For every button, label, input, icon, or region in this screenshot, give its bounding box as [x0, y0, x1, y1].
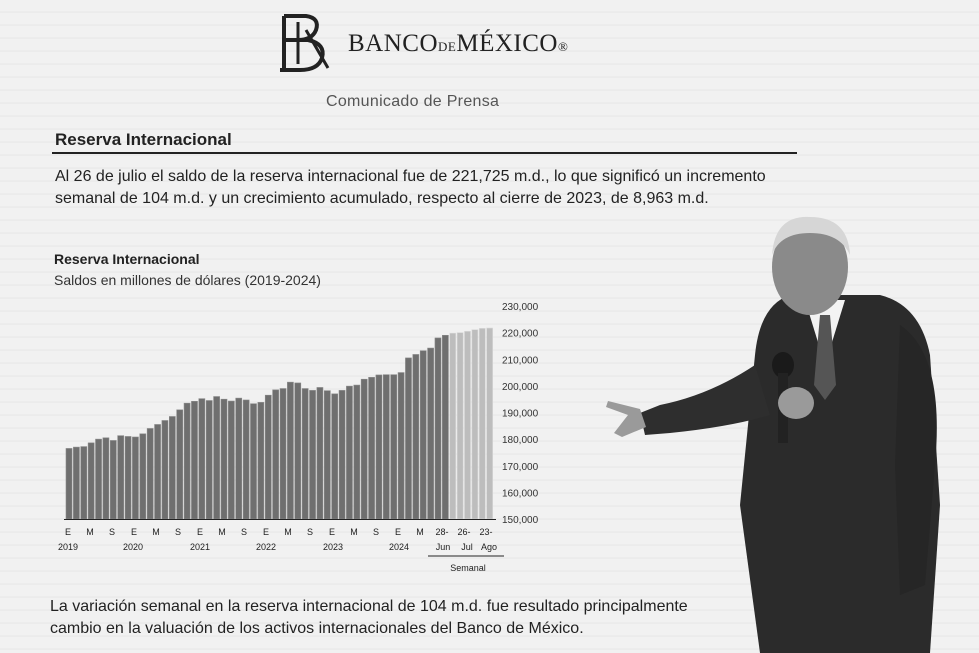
title-divider: [52, 152, 797, 154]
chart-bar: [199, 399, 205, 519]
weekly-label: Semanal: [450, 563, 486, 573]
chart-bar: [420, 351, 426, 519]
chart-bar: [280, 389, 286, 519]
intro-paragraph: [55, 166, 815, 210]
chart-bar: [354, 385, 360, 519]
chart-bar: [287, 382, 293, 519]
chart-bar: [132, 437, 138, 519]
chart-bar: [369, 377, 375, 519]
intro-line-1: Al 26 de julio el saldo de la reserva internacional fue de 221,725 m.d., lo que significó un incremento: [55, 168, 766, 185]
x-tick-label: E: [130, 527, 138, 537]
chart-bar: [250, 404, 256, 519]
chart-bar: [214, 397, 220, 519]
logo-word-mexico: MÉXICO: [456, 30, 558, 57]
chart-bar: [346, 386, 352, 519]
intro-line-2: semanal de 104 m.d. y un crecimiento acumulado, respecto al cierre de 2023, de 8,963 m.d.: [55, 190, 709, 207]
x-period-label: 2023: [322, 542, 344, 552]
y-tick-label: 190,000: [502, 408, 539, 420]
press-release-label: Comunicado de Prensa: [326, 93, 500, 110]
chart-bar: [140, 434, 146, 519]
x-tick-label: M: [350, 527, 358, 537]
registered-mark: ®: [557, 39, 569, 54]
chart-bar: [177, 410, 183, 519]
chart-bar: [413, 354, 419, 519]
chart-bar: [324, 391, 330, 519]
chart-bar: [162, 420, 168, 519]
x-tick-label: 28-: [435, 527, 449, 537]
presenter-hand: [778, 387, 814, 419]
chart-bar: [243, 400, 249, 519]
chart-bar: [391, 375, 397, 519]
chart-bar: [88, 443, 94, 519]
x-tick-label: M: [218, 527, 226, 537]
chart-bar: [265, 395, 271, 519]
x-tick-label: 23-: [479, 527, 493, 537]
x-tick-label: E: [196, 527, 204, 537]
chart-bar: [295, 383, 301, 519]
chart-bar: [169, 416, 175, 519]
chart-bar: [81, 447, 87, 519]
chart-bar: [110, 440, 116, 519]
x-tick-label: S: [372, 527, 380, 537]
chart-bar: [450, 333, 456, 519]
banxico-logo: [276, 12, 569, 76]
chart-subtitle: Saldos en millones de dólares (2019-2024): [54, 272, 321, 288]
logo-wordmark: [348, 30, 568, 58]
closing-line-1: La variación semanal en la reserva internacional de 104 m.d. fue resultado principalmente: [50, 598, 688, 615]
y-tick-label: 180,000: [502, 435, 539, 447]
chart-bar: [479, 328, 485, 519]
chart-bar: [236, 398, 242, 519]
chart-bar: [464, 331, 470, 519]
chart-bar: [103, 438, 109, 519]
chart-bar: [155, 424, 161, 519]
chart-bar: [191, 401, 197, 519]
chart-bar: [118, 436, 124, 519]
closing-line-2: cambio en la valuación de los activos internacionales del Banco de México.: [50, 620, 584, 637]
chart-bar: [361, 379, 367, 519]
x-tick-label: M: [284, 527, 292, 537]
chart-bar: [405, 358, 411, 519]
x-period-label: Jun: [435, 542, 451, 552]
chart-bar: [435, 338, 441, 519]
chart-bar: [339, 390, 345, 519]
chart-bar: [442, 335, 448, 519]
presenter-suit: [640, 295, 940, 653]
logo-word-banco: BANCO: [348, 30, 439, 57]
x-tick-label: M: [152, 527, 160, 537]
chart-bar: [472, 330, 478, 519]
chart-bar: [428, 348, 434, 519]
x-period-label: 2024: [388, 542, 410, 552]
x-tick-label: S: [108, 527, 116, 537]
chart-bar: [487, 328, 493, 519]
banxico-emblem-icon: [276, 12, 334, 74]
x-period-label: 2020: [122, 542, 144, 552]
reserve-bar-chart: [48, 290, 548, 580]
chart-title: Reserva Internacional: [54, 251, 200, 267]
x-period-label: Ago: [480, 542, 498, 552]
chart-bar: [73, 447, 79, 519]
chart-bar: [398, 373, 404, 519]
chart-bar: [228, 401, 234, 519]
x-tick-label: M: [416, 527, 424, 537]
x-tick-label: 26-: [457, 527, 471, 537]
x-period-label: 2019: [57, 542, 79, 552]
x-tick-label: S: [240, 527, 248, 537]
x-tick-label: S: [306, 527, 314, 537]
y-tick-label: 210,000: [502, 355, 539, 367]
y-tick-label: 230,000: [502, 302, 539, 313]
presenter-figure: [600, 205, 979, 653]
section-title: Reserva Internacional: [55, 130, 232, 149]
chart-bar: [125, 436, 131, 519]
chart-bar: [310, 390, 316, 519]
y-tick-label: 170,000: [502, 461, 539, 473]
chart-bar: [332, 394, 338, 519]
chart-bar: [184, 403, 190, 519]
chart-bar: [258, 402, 264, 519]
x-tick-label: S: [174, 527, 182, 537]
x-tick-label: M: [86, 527, 94, 537]
chart-bar: [317, 387, 323, 519]
chart-bar: [66, 448, 72, 519]
chart-bar: [457, 333, 463, 519]
chart-bar: [376, 375, 382, 519]
x-tick-label: E: [394, 527, 402, 537]
y-tick-label: 160,000: [502, 488, 539, 500]
x-tick-label: E: [328, 527, 336, 537]
chart-bar: [96, 439, 102, 519]
presenter-pointing-hand: [606, 401, 646, 437]
x-tick-label: E: [64, 527, 72, 537]
chart-bar: [273, 390, 279, 519]
y-tick-label: 150,000: [502, 515, 539, 526]
y-tick-label: 220,000: [502, 328, 539, 340]
chart-bar: [302, 389, 308, 519]
chart-bar: [206, 401, 212, 519]
x-period-label: Jul: [461, 542, 473, 552]
x-tick-label: E: [262, 527, 270, 537]
chart-bar: [147, 428, 153, 519]
y-tick-label: 200,000: [502, 381, 539, 393]
x-period-label: 2021: [189, 542, 211, 552]
x-period-label: 2022: [255, 542, 277, 552]
logo-word-de: DE: [438, 39, 457, 54]
chart-bar: [383, 375, 389, 519]
chart-bar: [221, 399, 227, 519]
